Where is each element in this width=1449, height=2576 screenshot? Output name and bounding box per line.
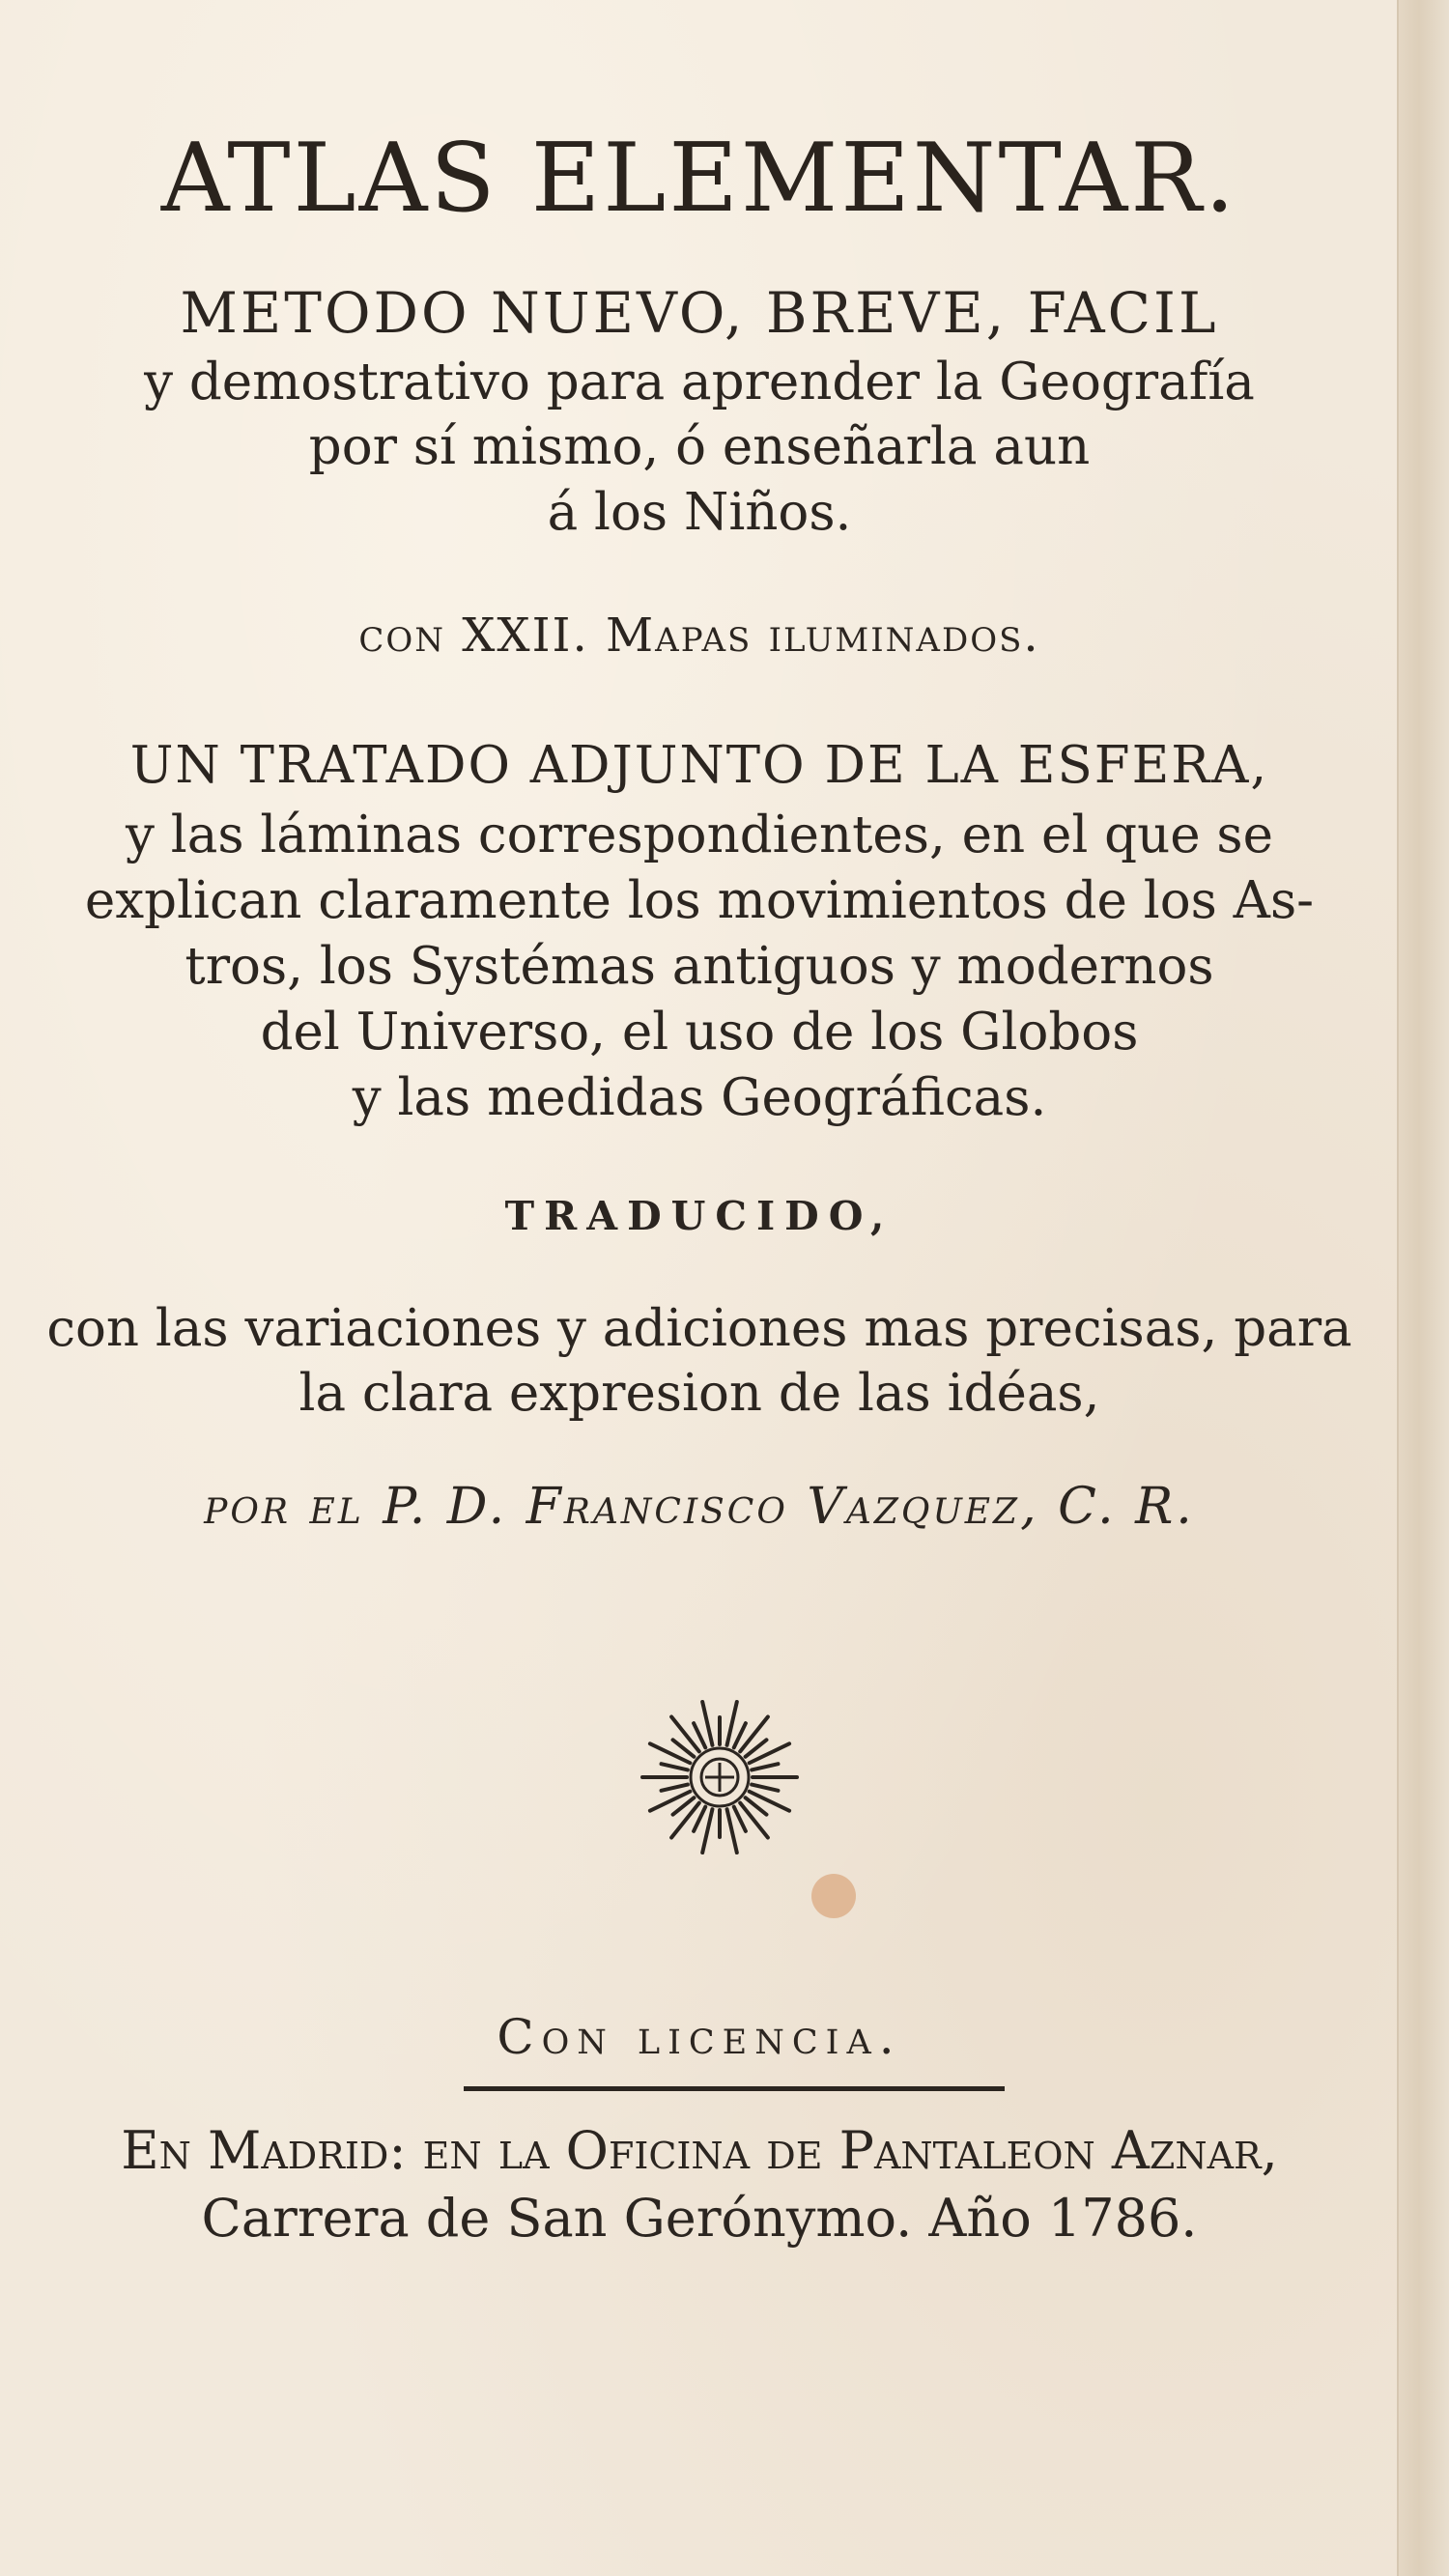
- additions-line-1: con las variaciones y adiciones mas precisas, para: [46, 1299, 1352, 1358]
- subtitle-line-2: y demostrativo para aprender la Geografía: [144, 353, 1255, 411]
- treatise-line-6: y las medidas Geográficas.: [352, 1068, 1047, 1127]
- book-title: ATLAS ELEMENTAR.: [160, 124, 1238, 234]
- treatise-line-2: y las láminas correspondientes, en el que se: [126, 806, 1273, 864]
- treatise-line-1: UN TRATADO ADJUNTO DE LA ESFERA,: [129, 736, 1269, 795]
- license-line: Con licencia.: [497, 2009, 902, 2065]
- page-edge: [1397, 0, 1449, 2576]
- imprint-line-2: Carrera de San Gerónymo. Año 1786.: [201, 2188, 1198, 2249]
- imprint-rule: [464, 2086, 1005, 2091]
- treatise-line-3: explican claramente los movimientos de los As-: [84, 871, 1315, 930]
- paper-stain: [811, 1874, 856, 1918]
- subtitle-line-3: por sí mismo, ó enseñarla aun: [308, 417, 1091, 476]
- additions-line-2: la clara expresion de las idéas,: [298, 1364, 1100, 1423]
- maps-line: con XXII. Mapas iluminados.: [358, 609, 1040, 663]
- sunburst-ornament: [638, 1695, 802, 1859]
- subtitle-line-1: METODO NUEVO, BREVE, FACIL: [180, 280, 1219, 346]
- translated-heading: TRADUCIDO,: [504, 1193, 895, 1239]
- subtitle-line-4: á los Niños.: [547, 483, 852, 542]
- author-line: por el P. D. Francisco Vazquez, C. R.: [204, 1478, 1195, 1536]
- treatise-line-4: tros, los Systémas antiguos y modernos: [185, 937, 1214, 996]
- imprint-line-1: En Madrid: en la Oficina de Pantaleon Aznar,: [121, 2120, 1278, 2181]
- treatise-line-5: del Universo, el uso de los Globos: [260, 1003, 1139, 1062]
